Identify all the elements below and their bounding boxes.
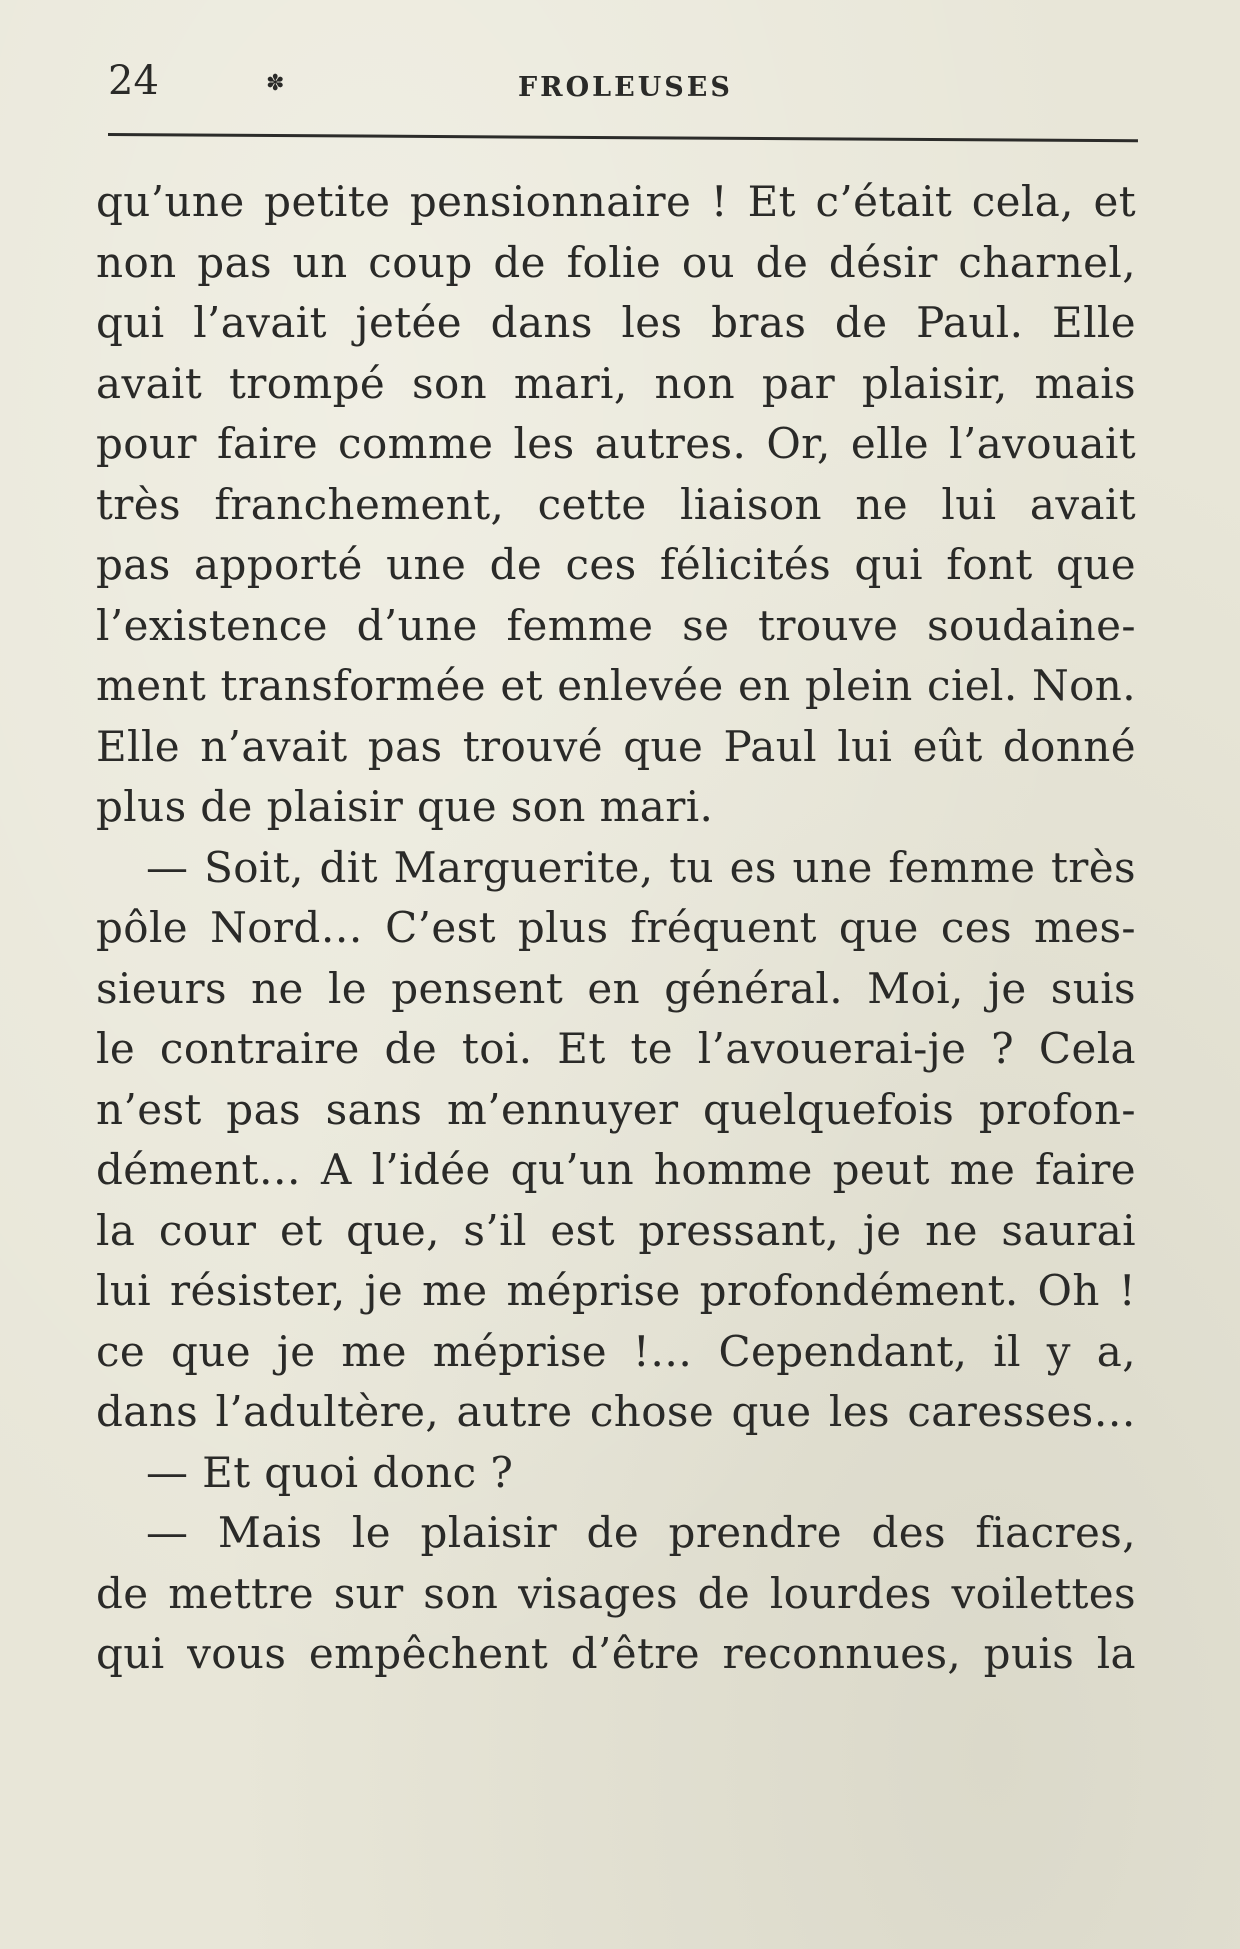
page-header [108,56,1138,106]
text-line: très franchement, cette liaison ne lui avait [96,479,1136,529]
ornament-icon: ✽ [266,71,285,96]
text-line: ce que je me méprise !… Cependant, il y a, [96,1326,1136,1376]
text-line: lui résister, je me méprise profondément. Oh ! [96,1266,1136,1315]
text-line: dément… A l’idée qu’un homme peut me faire [96,1145,1136,1194]
text-line: l’existence d’une femme se trouve soudaine- [96,600,1136,650]
text-line: sieurs ne le pensent en général. Moi, je suis [96,963,1136,1013]
running-title: FROLEUSES [518,72,733,103]
text-line: la cour et que, s’il est pressant, je ne saurai [96,1205,1136,1255]
page-number: 24 [108,58,159,104]
header-rule [108,133,1138,142]
text-line: pôle Nord… C’est plus fréquent que ces mes- [96,903,1136,952]
text-line: le contraire de toi. Et te l’avouerai-je ? Cela [96,1024,1136,1073]
text-line: plus de plaisir que son mari. [96,782,714,831]
text-line: pour faire comme les autres. Or, elle l’avouait [96,419,1136,468]
text-line: de mettre sur son visages de lourdes voilettes [96,1568,1136,1618]
text-line: Elle n’avait pas trouvé que Paul lui eût donné [96,721,1136,771]
dialogue-line: — Mais le plaisir de prendre des fiacres, [146,1508,1136,1557]
text-line: qui l’avait jetée dans les bras de Paul. Elle [96,298,1136,347]
body-text [96,172,1136,1685]
text-line: avait trompé son mari, non par plaisir, mais [96,358,1136,408]
dialogue-line: — Soit, dit Marguerite, tu es une femme très [146,842,1136,892]
text-line: non pas un coup de folie ou de désir charnel, [96,237,1136,287]
dialogue-line: — Et quoi donc ? [146,1447,514,1497]
text-line: qu’une petite pensionnaire ! Et c’était cela, et [96,177,1136,226]
text-line: n’est pas sans m’ennuyer quelquefois profon- [96,1084,1136,1134]
text-line: qui vous empêchent d’être reconnues, puis la [96,1629,1136,1678]
text-line: ment transformée et enlevée en plein ciel. Non. [96,661,1136,710]
text-line: pas apporté une de ces félicités qui font que [96,540,1136,589]
text-line: dans l’adultère, autre chose que les caresses… [96,1387,1136,1436]
